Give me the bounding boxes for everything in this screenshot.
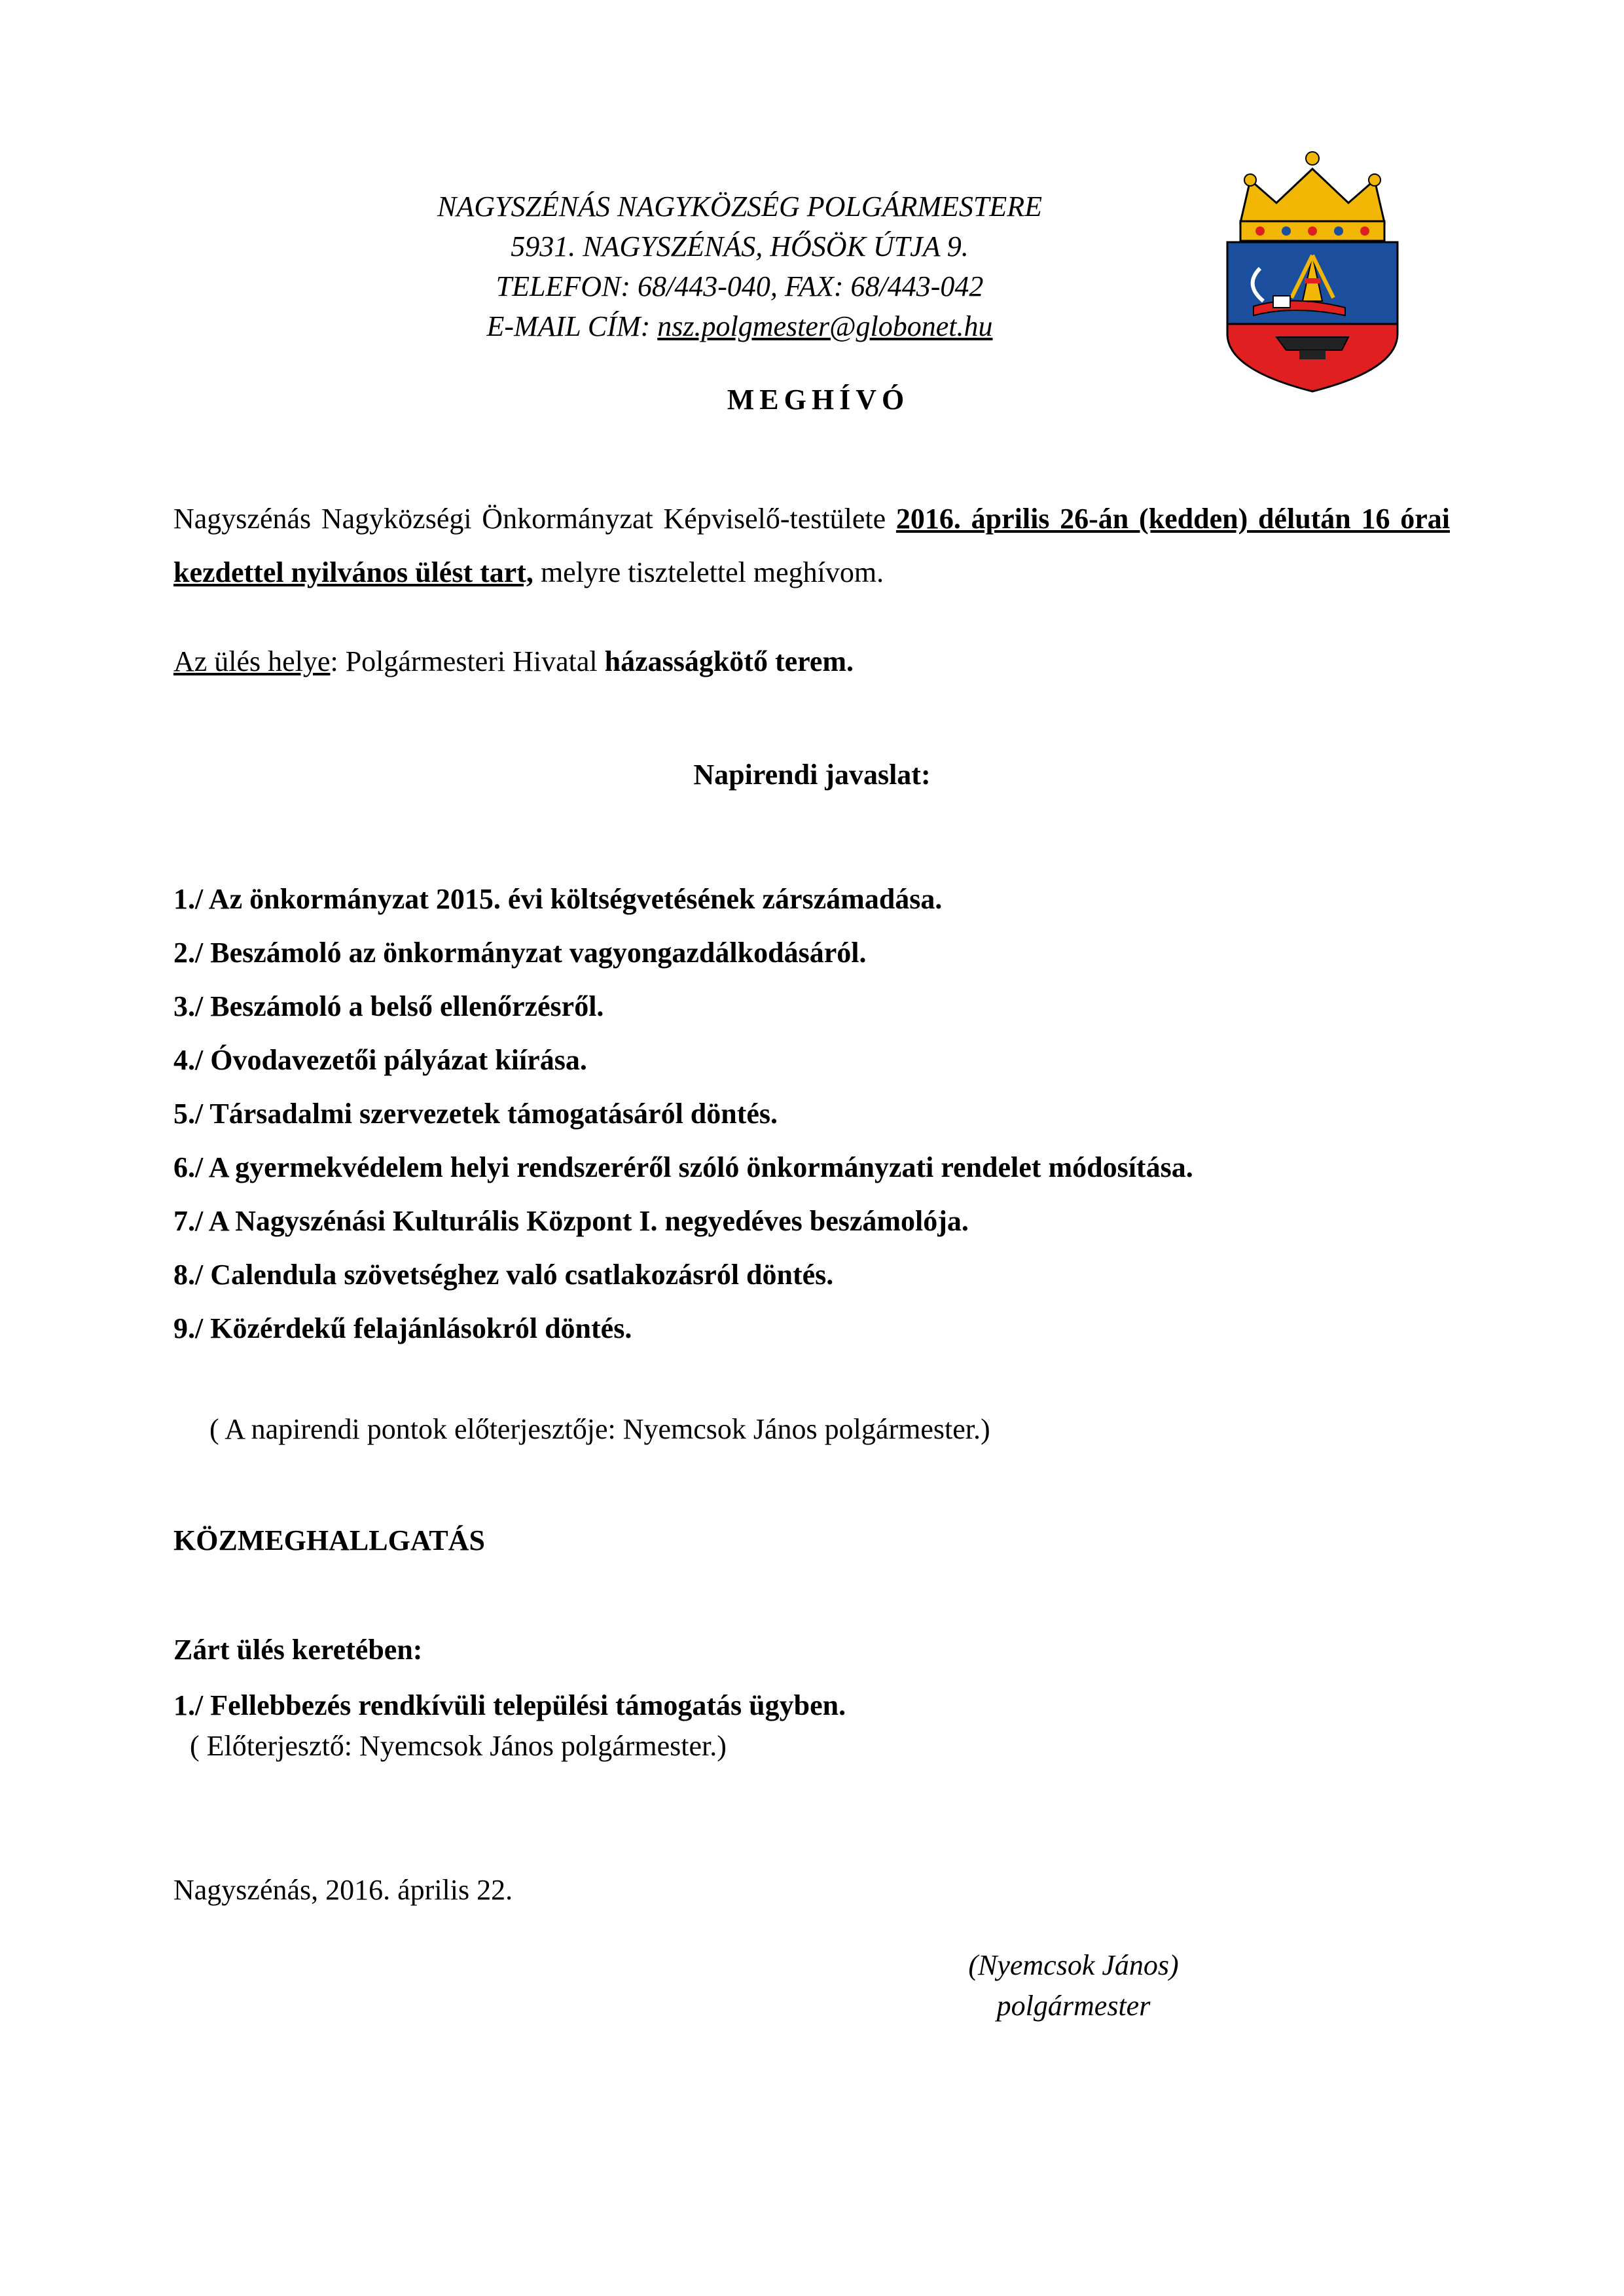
intro-text: Nagyszénás Nagyközségi Önkormányzat Képviselő-testülete	[173, 503, 896, 535]
agenda-item: 3./ Beszámoló a belső ellenőrzésről.	[173, 990, 604, 1022]
agenda-item: 9./ Közérdekű felajánlásokról döntés.	[173, 1312, 632, 1344]
signatory-role: polgármester	[996, 1990, 1151, 2022]
meeting-date: 2016. április 26-án (kedden) délután 16 órai kezdettel nyilvános ülést tart,	[173, 503, 1450, 588]
closed-session-item: 1./ Fellebbezés rendkívüli települési támogatás ügyben.	[173, 1689, 846, 1721]
public-hearing-heading: KÖZMEGHALLGATÁS	[173, 1524, 485, 1556]
letterhead-line-1: NAGYSZÉNÁS NAGYKÖZSÉG POLGÁRMESTERE	[437, 190, 1043, 223]
date-line: Nagyszénás, 2016. április 22.	[173, 1874, 513, 1906]
agenda-item: 6./ A gyermekvédelem helyi rendszeréről szóló önkormányzati rendelet módosítása.	[173, 1151, 1193, 1183]
closed-session-presenter: ( Előterjesztő: Nyemcsok János polgármester.)	[190, 1730, 727, 1762]
letterhead-line-2: 5931. NAGYSZÉNÁS, HŐSÖK ÚTJA 9.	[511, 230, 969, 262]
crown-icon	[1240, 152, 1384, 241]
intro-closing: melyre tisztelettel meghívom.	[533, 556, 884, 588]
agenda-item: 8./ Calendula szövetséghez való csatlakozásról döntés.	[173, 1259, 834, 1291]
invitation-paragraph	[173, 492, 1450, 600]
meeting-location	[173, 645, 1450, 678]
document-title: MEGHÍVÓ	[727, 384, 910, 416]
email-label: E-MAIL CÍM:	[486, 310, 658, 342]
agenda-item: 1./ Az önkormányzat 2015. évi költségvetésének zárszámadása.	[173, 883, 943, 915]
presenter-note: ( A napirendi pontok előterjesztője: Nyemcsok János polgármester.)	[209, 1413, 990, 1445]
location-label: Az ülés helye	[173, 645, 331, 677]
agenda-item: 2./ Beszámoló az önkormányzat vagyongazdálkodásáról.	[173, 937, 867, 969]
agenda-item: 7./ A Nagyszénási Kulturális Központ I. negyedéves beszámolója.	[173, 1205, 969, 1237]
letterhead	[275, 187, 1204, 346]
agenda-title: Napirendi javaslat:	[693, 759, 931, 791]
signature-block	[851, 1945, 1296, 2026]
location-text: : Polgármesteri Hivatal	[330, 645, 605, 677]
letterhead-line-3: TELEFON: 68/443-040, FAX: 68/443-042	[496, 270, 984, 302]
email-link[interactable]: nsz.polgmester@globonet.hu	[657, 310, 993, 342]
agenda-item: 5./ Társadalmi szervezetek támogatásáról döntés.	[173, 1098, 778, 1130]
agenda-list	[173, 885, 1483, 1368]
letterhead-email-line	[275, 306, 1204, 346]
closed-session-heading: Zárt ülés keretében:	[173, 1634, 423, 1666]
agenda-item: 4./ Óvodavezetői pályázat kiírása.	[173, 1044, 587, 1076]
signatory-name: (Nyemcsok János)	[968, 1949, 1179, 1981]
location-room: házasságkötő terem.	[604, 645, 854, 677]
coat-of-arms-icon	[1214, 144, 1411, 393]
